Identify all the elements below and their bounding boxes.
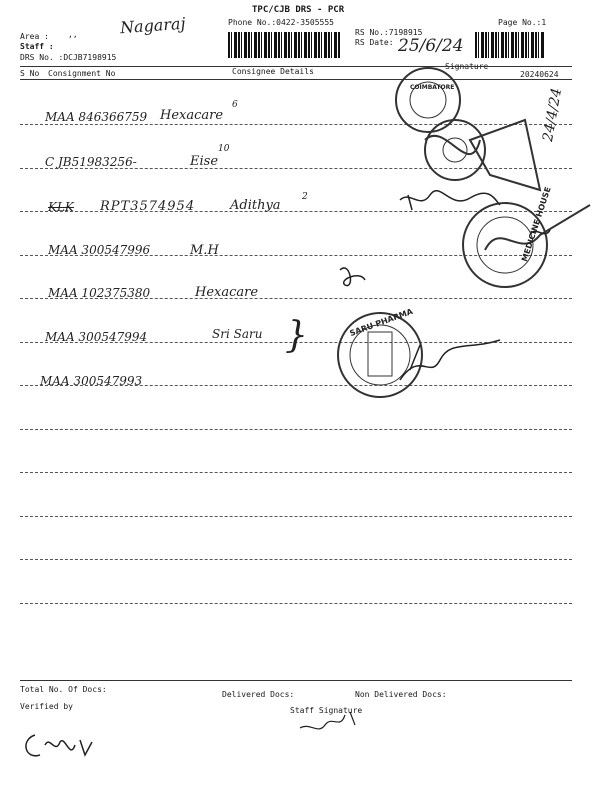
entry-consignment: MAA 300547993 <box>40 374 143 388</box>
area-label: Area : <box>20 32 49 41</box>
phone-number: Phone No.:0422-3505555 <box>228 18 334 27</box>
page-number: Page No.:1 <box>498 18 547 27</box>
staff-name-handwritten: Nagaraj <box>119 13 187 38</box>
staff-label: Staff : <box>20 42 54 51</box>
triangle-stamp <box>470 120 540 190</box>
column-consignment: Consignment No <box>48 69 116 78</box>
coimbatore-stamp <box>396 68 460 132</box>
footer-divider <box>20 680 572 681</box>
drs-number: DRS No. :DCJB7198915 <box>20 53 117 62</box>
staff-signature-label: Staff Signature <box>290 706 363 715</box>
signature-date-handwritten: 24/4/24 <box>540 86 566 143</box>
entry-consignee: Adithya <box>230 198 281 213</box>
entry-consignment: MAA 102375380 <box>48 286 151 300</box>
coimbatore-stamp-label: COIMBATORE <box>410 84 455 91</box>
entry-note: 10 <box>218 144 230 154</box>
entry-consignee: Hexacare <box>160 108 224 123</box>
entry-consignee: Hexacare <box>195 285 259 300</box>
document-title: TPC/CJB DRS - PCR <box>252 5 345 15</box>
entry-consignment: MAA 846366759 <box>45 110 148 124</box>
entry-note: 6 <box>232 100 238 110</box>
entry-consignee: Eise <box>190 154 219 169</box>
entry-note: 2 <box>302 192 308 202</box>
column-date: 20240624 <box>520 70 559 79</box>
rs-number: RS No.:7198915 <box>355 28 423 37</box>
verified-by-label: Verified by <box>20 702 73 711</box>
entry-consignment: MAA 300547994 <box>45 330 148 344</box>
medicine-house-stamp-label: MEDICINE HOUSE <box>520 185 553 263</box>
signature-header: Signature <box>445 62 489 71</box>
column-sno: S No <box>20 69 40 78</box>
entry-consignee: M.H <box>190 243 219 258</box>
saru-pharma-stamp-label: SARU PHARMA <box>348 306 415 339</box>
entry-consignee: Sri Saru <box>212 327 263 341</box>
brace-mark: } <box>285 315 308 356</box>
rs-date-handwritten: 25/6/24 <box>398 36 464 56</box>
non-delivered-docs-label: Non Delivered Docs: <box>355 690 447 699</box>
entry-consignment: RPT3574954 <box>100 199 196 214</box>
delivered-docs-label: Delivered Docs: <box>222 690 295 699</box>
verified-signature <box>26 735 92 756</box>
entry-consignment: MAA 300547996 <box>48 243 151 257</box>
entry-strike: KLK <box>48 200 74 214</box>
rs-date-label: RS Date: <box>355 38 394 47</box>
column-consignee: Consignee Details <box>232 67 314 76</box>
area-value: ,, <box>68 30 78 39</box>
entry-consignment: C JB51983256- <box>45 155 137 169</box>
total-docs-label: Total No. Of Docs: <box>20 685 107 694</box>
